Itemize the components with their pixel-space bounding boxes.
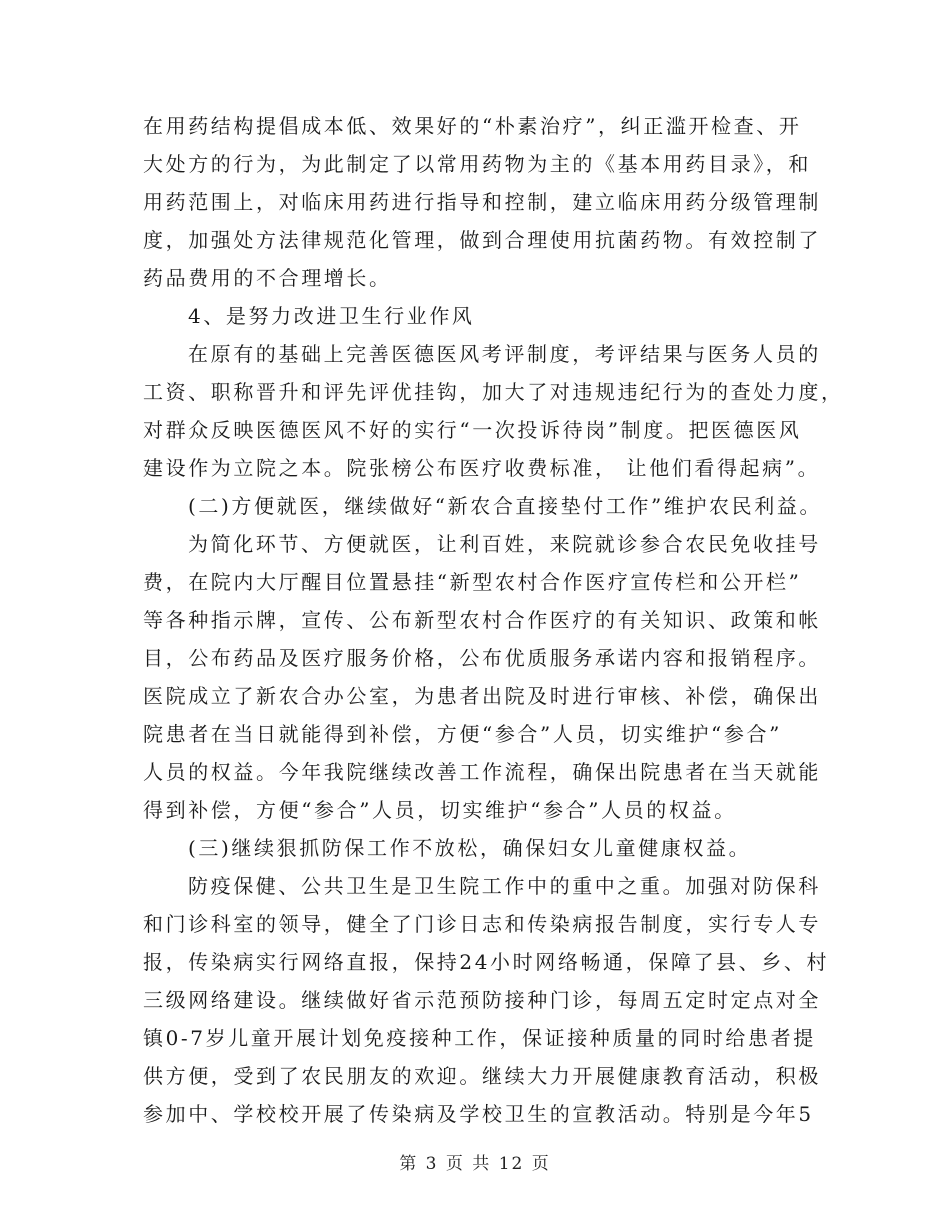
text-line: 等各种指示牌，宣传、公布新型农村合作医疗的有关知识、政策和帐 (143, 608, 821, 632)
text-line: 供方便，受到了农民朋友的欢迎。继续大力开展健康教育活动，积极 (143, 1064, 821, 1088)
text-line: 度，加强处方法律规范化管理，做到合理使用抗菌药物。有效控制了 (143, 228, 821, 252)
text-line: 防疫保健、公共卫生是卫生院工作中的重中之重。加强对防保科 (188, 874, 821, 898)
text-line: 得到补偿，方便“参合”人员，切实维护“参合”人员的权益。 (143, 798, 737, 822)
text-line: 建设作为立院之本。院张榜公布医疗收费标准， 让他们看得起病”。 (143, 456, 821, 480)
text-line: 报，传染病实行网络直报，保持24小时网络畅通，保障了县、乡、村 (143, 950, 830, 974)
text-line: 药品费用的不合理增长。 (143, 266, 392, 290)
text-line: 医院成立了新农合办公室，为患者出院及时进行审核、补偿，确保出 (143, 684, 821, 708)
text-line: 大处方的行为，为此制定了以常用药物为主的《基本用药目录》，和 (143, 152, 811, 176)
text-line: 和门诊科室的领导，健全了门诊日志和传染病报告制度，实行专人专 (143, 912, 821, 936)
text-line: 三级网络建设。继续做好省示范预防接种门诊，每周五定时定点对全 (143, 988, 821, 1012)
text-line: 参加中、学校校开展了传染病及学校卫生的宣教活动。特别是今年5 (143, 1102, 814, 1126)
text-line: 费，在院内大厅醒目位置悬挂“新型农村合作医疗宣传栏和公开栏” (143, 570, 802, 594)
text-line: 在用药结构提倡成本低、效果好的“朴素治疗”，纠正滥开检查、开 (143, 114, 802, 138)
text-line: 在原有的基础上完善医德医风考评制度，考评结果与医务人员的 (188, 342, 821, 366)
text-line: 目，公布药品及医疗服务价格，公布优质服务承诺内容和报销程序。 (143, 646, 821, 670)
section-heading: (三)继续狠抓防保工作不放松，确保妇女儿童健康权益。 (188, 836, 752, 860)
text-line: 镇0-7岁儿童开展计划免疫接种工作，保证接种质量的同时给患者提 (143, 1026, 816, 1050)
page-number-footer: 第 3 页 共 12 页 (399, 1154, 551, 1174)
text-line: 工资、职称晋升和评先评优挂钩，加大了对违规违纪行为的查处力度， (143, 380, 844, 404)
text-line: 院患者在当日就能得到补偿，方便“参合”人员，切实维护“参合” (143, 722, 782, 746)
text-line: 用药范围上，对临床用药进行指导和控制，建立临床用药分级管理制 (143, 190, 821, 214)
text-line: 人员的权益。今年我院继续改善工作流程，确保出院患者在当天就能 (143, 760, 821, 784)
section-heading: (二)方便就医，继续做好“新农合直接垫付工作”维护农民利益。 (188, 494, 823, 518)
section-heading: 4、是努力改进卫生行业作风 (188, 304, 475, 328)
text-line: 对群众反映医德医风不好的实行“一次投诉待岗”制度。把医德医风 (143, 418, 802, 442)
text-line: 为简化环节、方便就医，让利百姓，来院就诊参合农民免收挂号 (188, 532, 821, 556)
